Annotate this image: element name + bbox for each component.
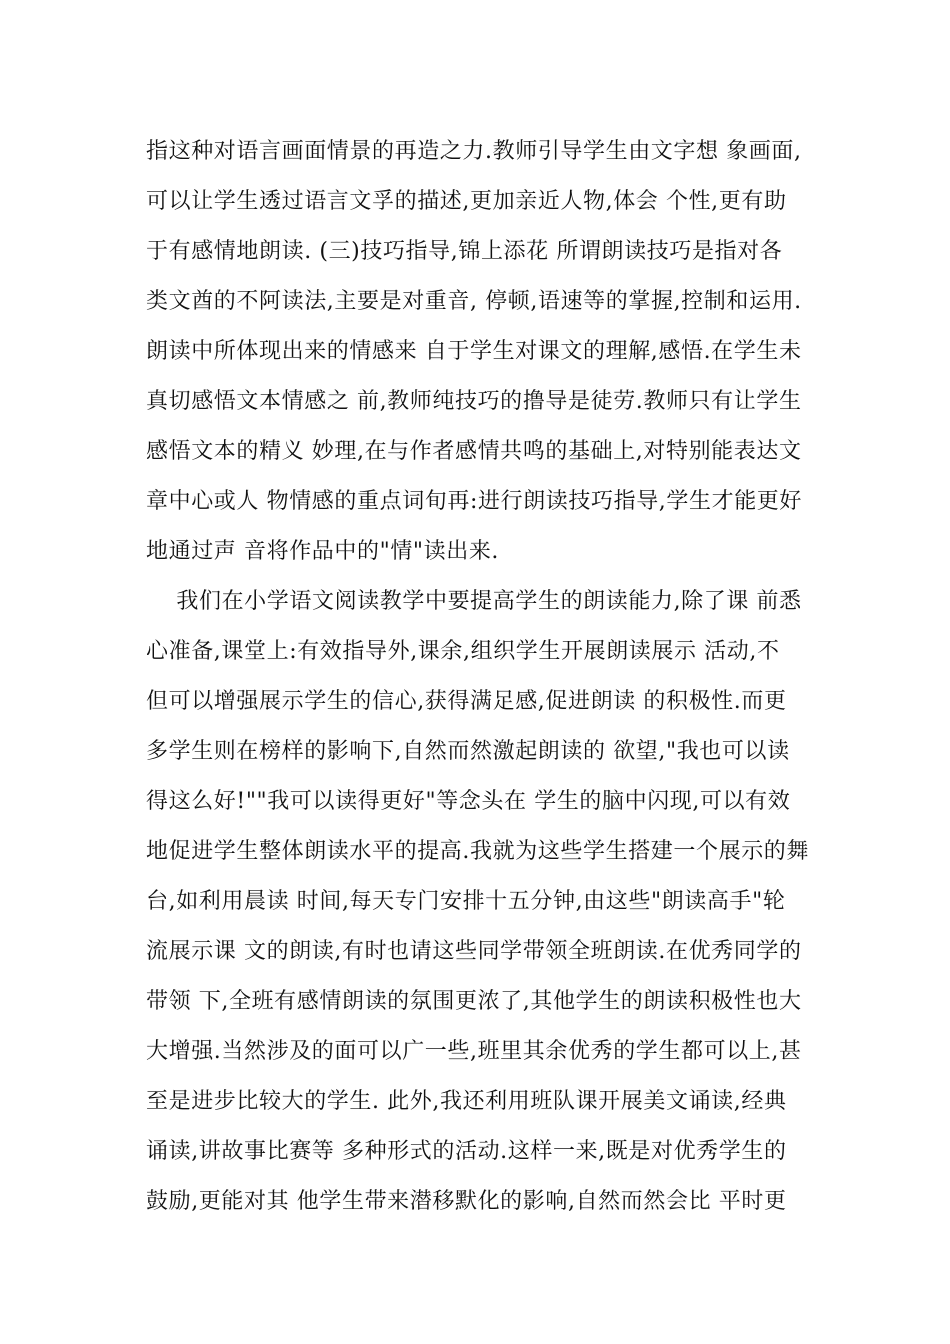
text-line: 台,如利用晨读 时间,每天专门安排十五分钟,由这些"朗读高手"轮 [146, 889, 786, 914]
text-line: 地促进学生整体朗读水平的提高.我就为这些学生搭建一个展示的舞 [146, 839, 809, 864]
text-line: 大增强.当然涉及的面可以广一些,班里其余优秀的学生都可以上,甚 [146, 1039, 802, 1064]
text-line: 但可以增强展示学生的信心,获得满足感,促进朗读 的积极性.而更 [146, 689, 787, 714]
text-line: 多学生则在榜样的影响下,自然而然激起朗读的 欲望,"我也可以读 [146, 739, 790, 764]
text-line: 鼓励,更能对其 他学生带来潜移默化的影响,自然而然会比 平时更 [146, 1189, 787, 1214]
text-line: 类文酋的不阿读法,主要是对重音, 停顿,语速等的掌握,控制和运用. [146, 289, 802, 314]
text-line: 诵读,讲故事比赛等 多种形式的活动.这样一来,既是对优秀学生的 [146, 1139, 787, 1164]
body-text [146, 127, 816, 1227]
text-line: 感悟文本的精义 妙理,在与作者感情共鸣的基础上,对特别能表达文 [146, 439, 802, 464]
text-line: 地通过声 音将作品中的"情"读出来. [146, 539, 500, 564]
text-line: 我们在小学语文阅读教学中要提高学生的朗读能力,除了课 前悉 [146, 589, 802, 614]
text-line: 可以让学生透过语言文孚的描述,更加亲近人物,体会 个性,更有助 [146, 189, 787, 214]
text-line: 于有感情地朗读. (三)技巧指导,锦上添花 所谓朗读技巧是指对各 [146, 239, 783, 264]
text-line: 心准备,课堂上:有效指导外,课余,组织学生开展朗读展示 活动,不 [146, 639, 780, 664]
text-line: 至是进步比较大的学生. 此外,我还利用班队课开展美文诵读,经典 [146, 1089, 787, 1114]
text-line: 指这种对语言画面情景的再造之力.教师引导学生由文字想 象画面, [146, 139, 802, 164]
text-line: 朗读中所体现出来的情感来 自于学生对课文的理解,感悟.在学生未 [146, 339, 802, 364]
text-line: 真切感悟文本情感之 前,教师纯技巧的撸导是徒劳.教师只有让学生 [146, 389, 802, 414]
text-line: 带领 下,全班有感情朗读的氛围更浓了,其他学生的朗读积极性也大 [146, 989, 802, 1014]
text-line: 得这么好!""我可以读得更好"等念头在 学生的脑中闪现,可以有效 [146, 789, 791, 814]
text-line: 流展示课 文的朗读,有时也请这些同学带领全班朗读.在优秀同学的 [146, 939, 802, 964]
text-line: 章中心或人 物情感的重点词旬再:进行朗读技巧指导,学生才能更好 [146, 489, 803, 514]
